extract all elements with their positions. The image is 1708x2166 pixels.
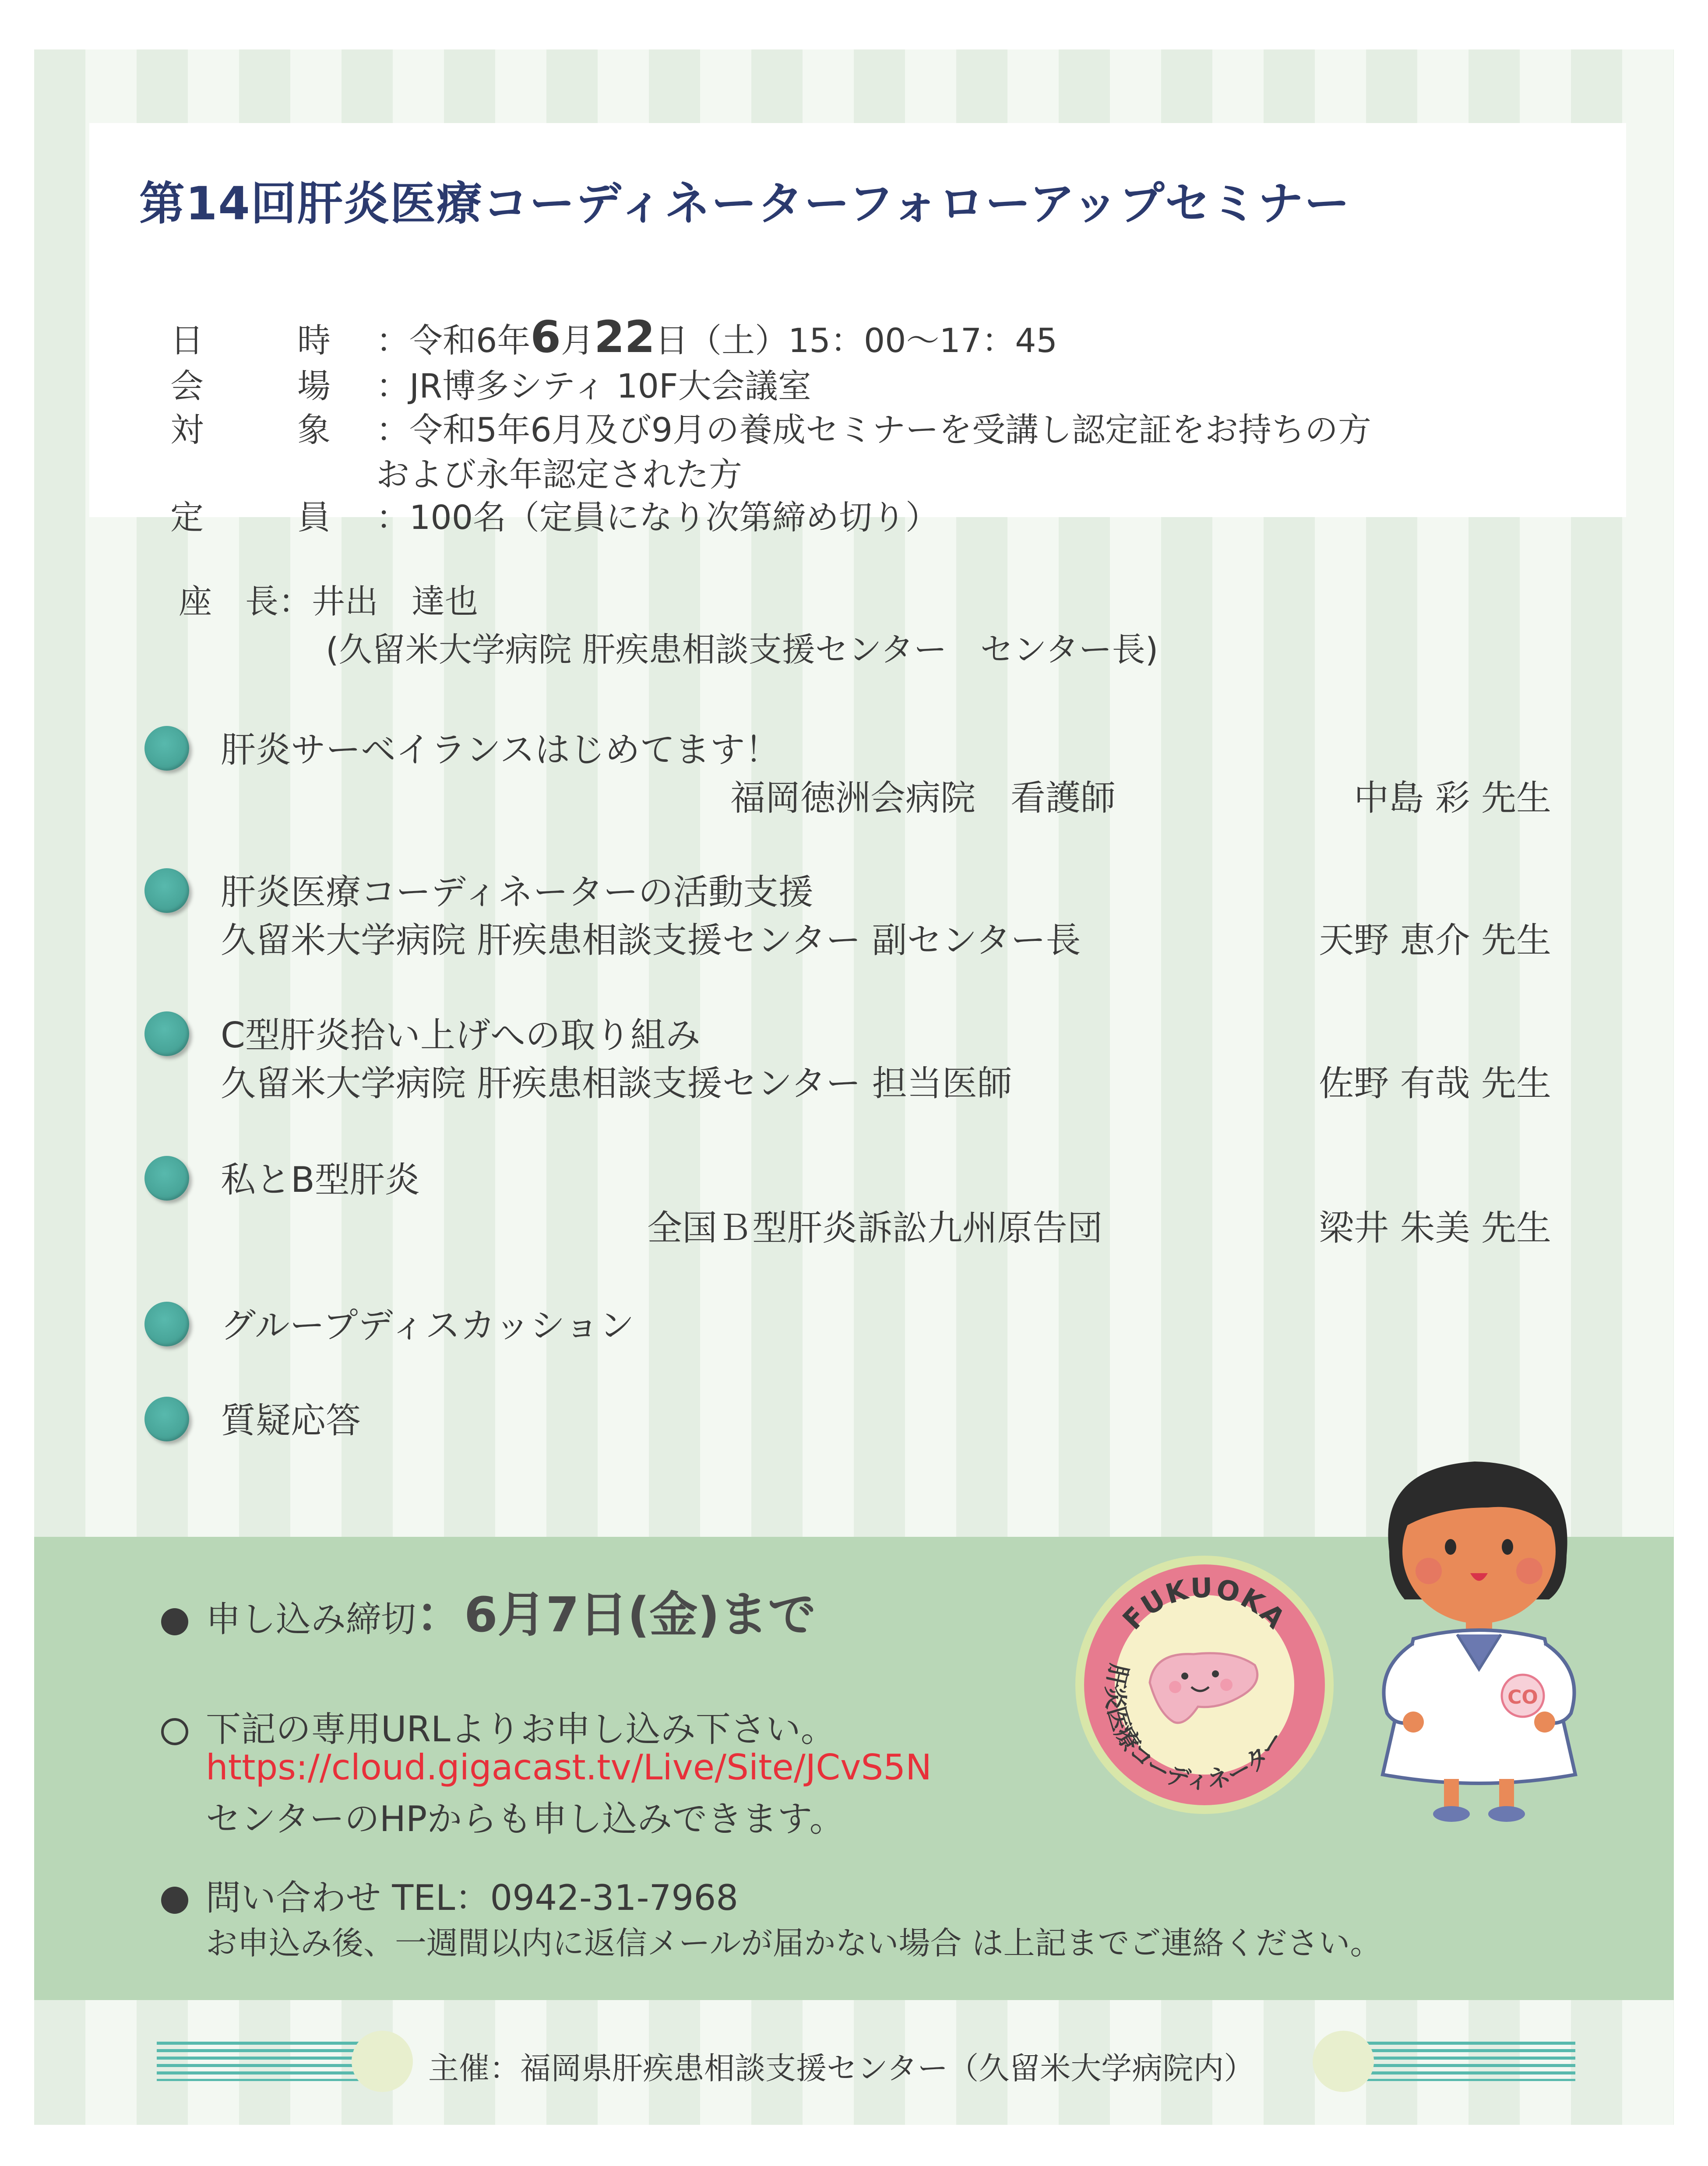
bullet-icon	[144, 1302, 189, 1346]
speaker-4: 梁井 朱美 先生	[1319, 1208, 1551, 1248]
affiliation-3: 久留米大学病院 肝疾患相談支援センター 担当医師	[221, 1063, 1012, 1104]
badge-bottom-text: 肝炎医療コーディネーター	[1101, 1661, 1290, 1795]
bullet-icon	[144, 1011, 189, 1056]
bullet-icon	[144, 868, 189, 913]
open-circle-icon	[161, 1718, 188, 1745]
hp-note: センターのHPからも申し込みできます。	[206, 1799, 845, 1839]
topic-5: グループディスカッション	[221, 1305, 634, 1346]
topic-4: 私とB型肝炎	[221, 1159, 420, 1200]
poster	[34, 49, 1674, 2125]
bullet-icon	[144, 1156, 189, 1201]
coordinator-character-illustration	[1348, 1442, 1628, 1827]
badge-graphic	[1075, 1556, 1334, 1814]
chair-affiliation: (久留米大学病院 肝疾患相談支援センター センター長)	[326, 630, 1159, 669]
bullet-icon	[144, 726, 189, 771]
footer	[34, 2000, 1674, 2125]
affiliation-2: 久留米大学病院 肝疾患相談支援センター 副センター長	[221, 920, 1081, 961]
capacity-row: 定 員 ：100名（定員になり次第締め切り）	[170, 498, 939, 537]
datetime-row: 日 時 ：令和6年6月22日（土）15：00〜17：45	[170, 311, 1057, 363]
footer-circle-left	[352, 2031, 413, 2092]
bullet-icon	[144, 1397, 189, 1441]
organizer-text: 主催：福岡県肝疾患相談支援センター（久留米大学病院内）	[428, 2050, 1255, 2086]
affiliation-4: 全国Ｂ型肝炎訴訟九州原告団	[647, 1208, 1102, 1248]
deadline-value: ：6月7日(金)まで	[416, 1587, 816, 1643]
footer-circle-right	[1313, 2031, 1374, 2092]
contact-note: お申込み後、一週間以内に返信メールが届かない場合 は上記までご連絡ください。	[206, 1925, 1382, 1962]
footer-stripes-right	[1365, 2042, 1575, 2081]
url-intro-row: 下記の専用URLよりお申し込み下さい。	[161, 1701, 836, 1751]
chair-line: 座 長：井出 達也	[179, 582, 478, 621]
date-month: 6	[530, 311, 561, 363]
date-day: 22	[594, 311, 655, 363]
filled-circle-icon	[161, 1608, 188, 1635]
co-badge-text: CO	[1507, 1686, 1538, 1708]
header-panel	[89, 123, 1626, 537]
fukuoka-coordinator-badge	[1075, 1556, 1334, 1814]
speaker-1: 中島 彩 先生	[1354, 778, 1551, 818]
badge-top-text: FUKUOKA	[1116, 1571, 1293, 1636]
seminar-title: 第14回肝炎医療コーディネーターフォローアップセミナー	[139, 177, 1351, 230]
speaker-3: 佐野 有哉 先生	[1319, 1063, 1551, 1104]
topic-2: 肝炎医療コーディネーターの活動支援	[221, 872, 814, 912]
target-row-2: および永年認定された方	[376, 455, 742, 494]
target-row: 対 象 ：令和5年6月及び9月の養成セミナーを受講し認定証をお持ちの方	[170, 410, 1372, 449]
filled-circle-icon	[161, 1887, 188, 1914]
topic-6: 質疑応答	[221, 1400, 361, 1441]
speaker-2: 天野 恵介 先生	[1319, 920, 1551, 961]
affiliation-1: 福岡徳洲会病院 看護師	[730, 778, 1116, 818]
topic-1: 肝炎サーベイランスはじめてます！	[221, 729, 780, 770]
registration-url-link[interactable]: https://cloud.gigacast.tv/Live/Site/JCvS5N	[206, 1747, 932, 1788]
topic-3: C型肝炎拾い上げへの取り組み	[221, 1015, 701, 1056]
venue-row: 会 場 ：JR博多シティ 10F大会議室	[170, 366, 811, 405]
deadline-row: 申し込み締切：6月7日(金)まで	[161, 1576, 816, 1645]
contact-row: 問い合わせ TEL：0942-31-7968	[161, 1870, 738, 1920]
